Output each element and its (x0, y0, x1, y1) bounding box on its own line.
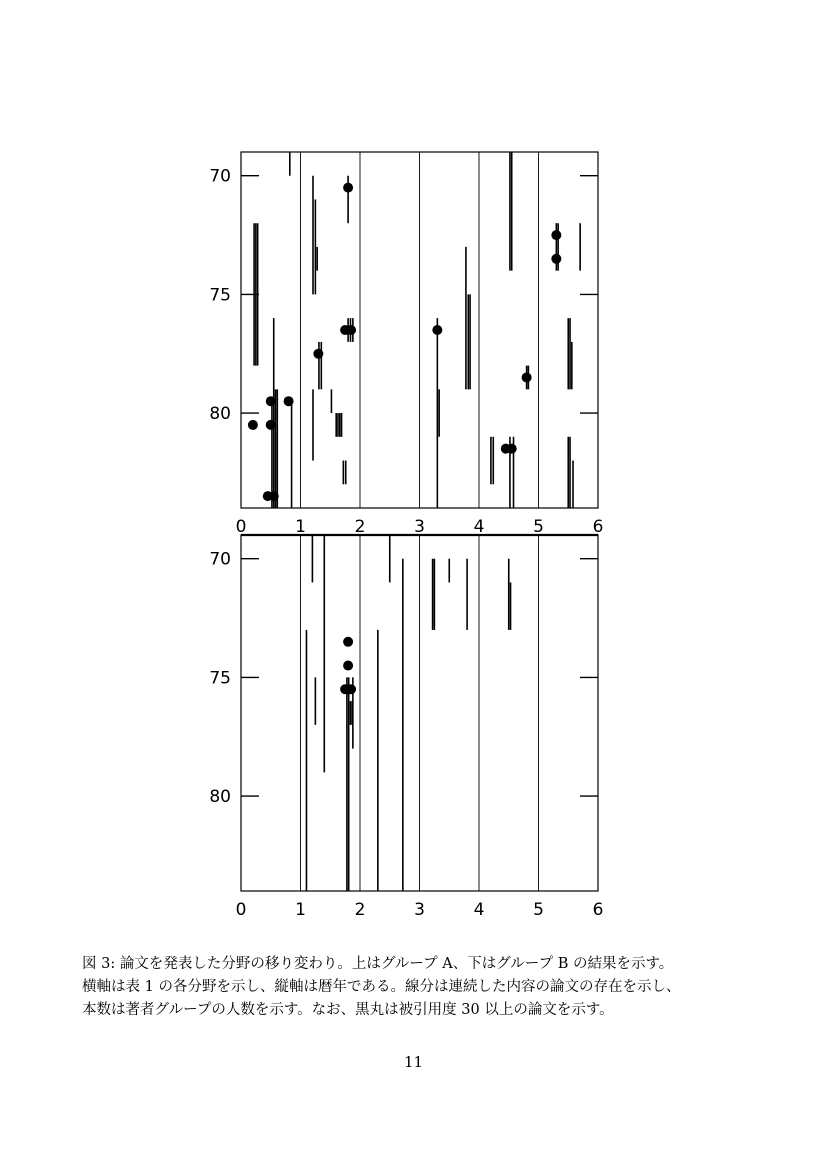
x-tick-label: 5 (533, 517, 544, 537)
highly-cited-dot (522, 372, 532, 382)
highly-cited-dot (343, 661, 353, 671)
x-tick-label: 0 (235, 517, 247, 537)
highly-cited-dot (266, 396, 276, 406)
caption-line-3: 本数は著者グループの人数を示す。なお、黒丸は被引用度 30 以上の論文を示す。 (82, 1002, 614, 1018)
highly-cited-dot (284, 396, 294, 406)
y-tick-label: 70 (209, 549, 231, 570)
highly-cited-dot (343, 183, 353, 193)
highly-cited-dot (346, 684, 356, 694)
x-tick-label: 0 (235, 900, 247, 920)
x-tick-label: 4 (473, 900, 485, 920)
highly-cited-dot (551, 230, 561, 240)
y-tick-label: 75 (209, 668, 231, 689)
highly-cited-dot (432, 325, 442, 335)
panel-group-a (209, 152, 603, 537)
x-tick-label: 3 (414, 900, 425, 920)
y-tick-label: 70 (209, 166, 231, 187)
highly-cited-dot (313, 349, 323, 359)
y-tick-label: 75 (209, 285, 231, 306)
x-tick-label: 6 (592, 517, 604, 537)
highly-cited-dot (248, 420, 258, 430)
highly-cited-dot (346, 325, 356, 335)
highly-cited-dot (266, 420, 276, 430)
x-tick-label: 2 (354, 517, 366, 537)
x-tick-label: 3 (414, 517, 425, 537)
x-tick-label: 6 (592, 900, 604, 920)
x-tick-label: 1 (295, 900, 306, 920)
caption-line-1: 図 3: 論文を発表した分野の移り変わり。上はグループ A、下はグループ B の結果を示す。 (82, 956, 674, 972)
highly-cited-dot (507, 444, 517, 454)
caption-line-2: 横軸は表 1 の各分野を示し、縦軸は暦年である。線分は連続した内容の論文の存在を示し、 (82, 979, 681, 995)
figure-caption (82, 953, 762, 1022)
x-tick-label: 5 (533, 900, 544, 920)
highly-cited-dot (269, 491, 279, 501)
x-tick-label: 1 (295, 517, 306, 537)
y-tick-label: 80 (209, 404, 231, 425)
highly-cited-dot (343, 637, 353, 647)
x-tick-label: 4 (473, 517, 485, 537)
x-tick-label: 2 (354, 900, 366, 920)
panel-group-b (209, 535, 603, 920)
highly-cited-dot (551, 254, 561, 264)
y-tick-label: 80 (209, 787, 231, 808)
page-number: 11 (403, 1053, 424, 1071)
